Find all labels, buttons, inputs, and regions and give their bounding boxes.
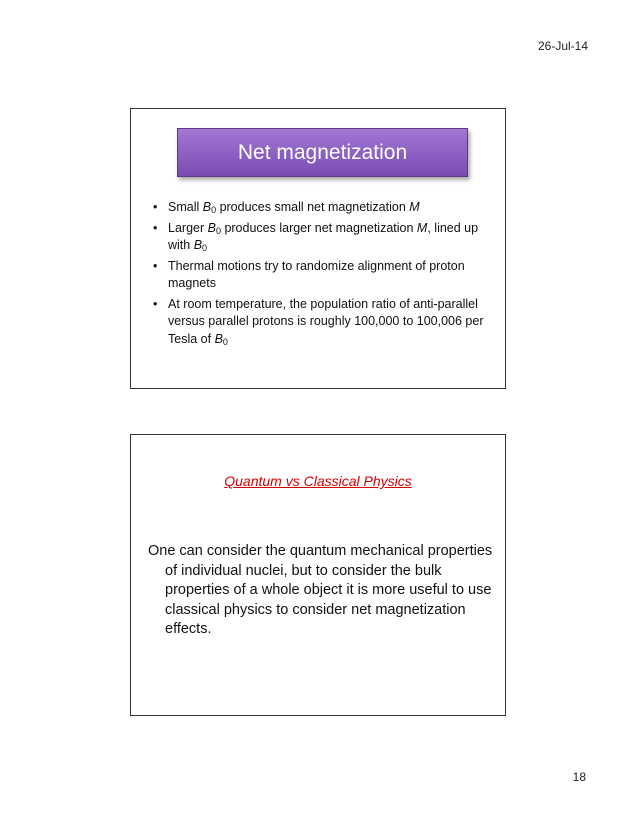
bullet-icon: • (153, 296, 158, 311)
bullet-icon: • (153, 200, 158, 214)
slide-title: Quantum vs Classical Physics (224, 473, 412, 489)
slide-paragraph: One can consider the quantum mechanical properties of individual nuclei, but to consider the bulk properties of a whole object it is more useful to use classical physics to consider net magnetization effects. (148, 543, 493, 637)
slide-title: Net magnetization (177, 128, 468, 177)
bullet-item: • At room temperature, the population ratio of anti-parallel versus parallel protons is roughly 100,000 to 100,006 per Tesla of $B_0$ (153, 296, 484, 347)
date-label: 26-Jul-14 (537, 39, 588, 53)
bullet-item: • Larger $B_0$ produces larger net magnetization M, lined up with $B_0$ (153, 220, 479, 253)
bullet-item: • Small $B_0$ produces small net magnetization M (153, 200, 420, 215)
slide-quantum-vs-classical (130, 434, 506, 716)
slide-net-magnetization (130, 108, 506, 389)
page-number: 18 (572, 770, 586, 784)
bullet-item: • Thermal motions try to randomize alignment of proton magnets (153, 258, 465, 290)
bullet-icon: • (153, 220, 158, 235)
bullet-list (153, 199, 491, 351)
bullet-icon: • (153, 258, 158, 273)
